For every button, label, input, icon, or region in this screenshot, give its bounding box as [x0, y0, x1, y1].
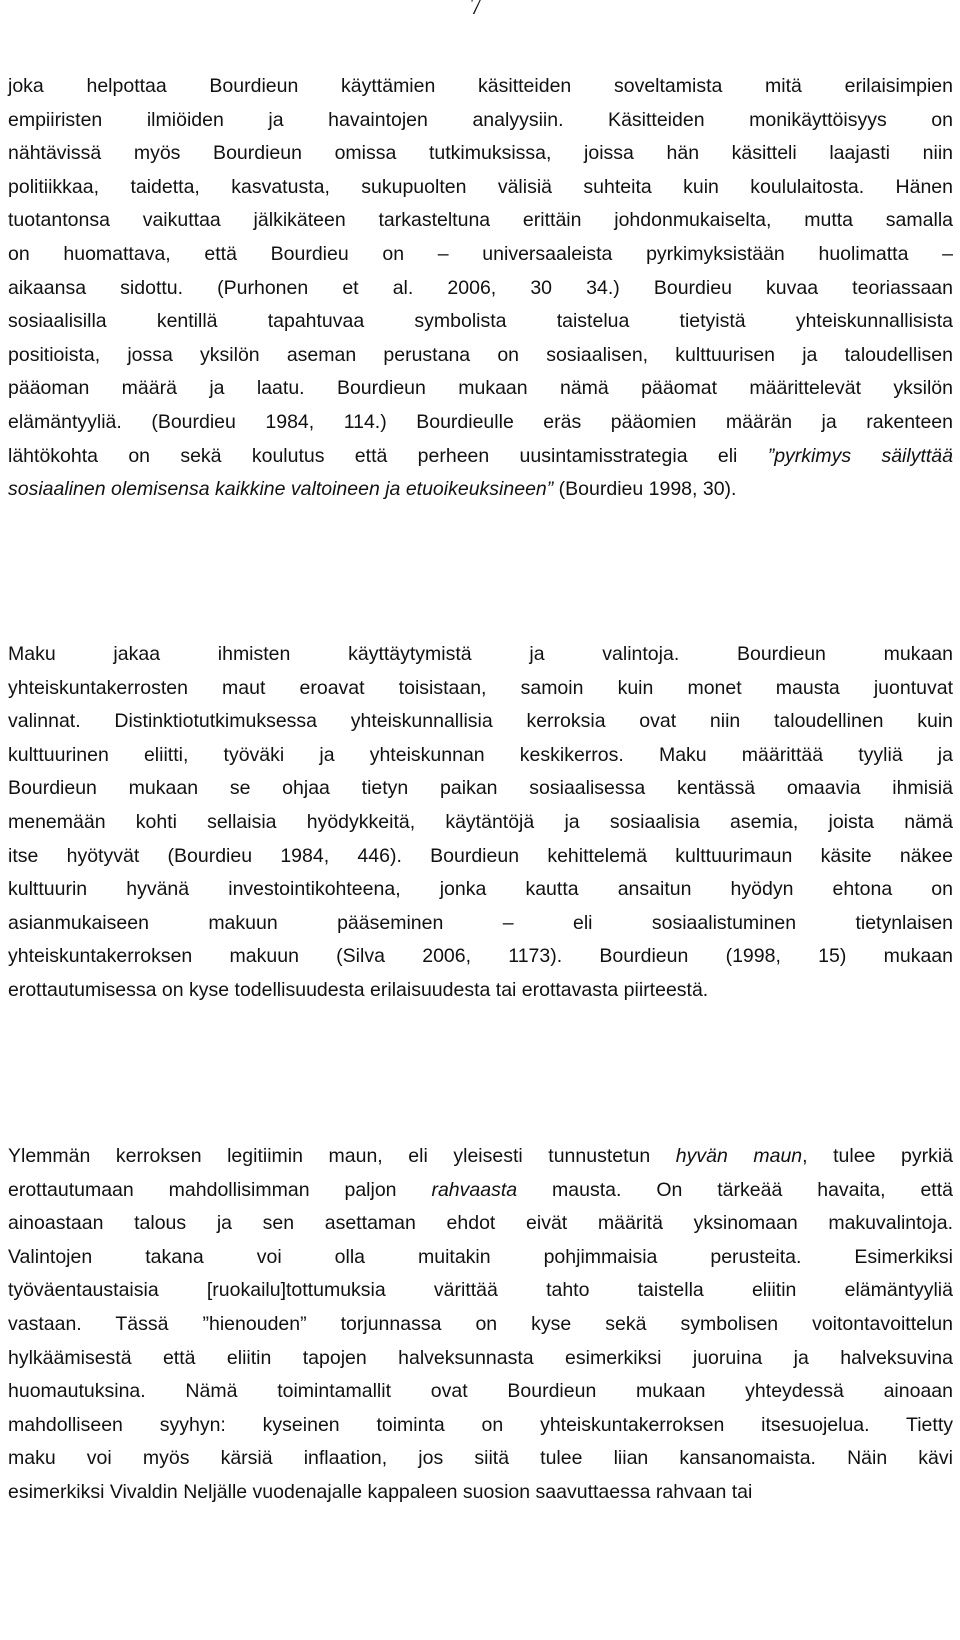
text-run: (Bourdieu 1998, 30). [553, 478, 737, 501]
text-run: mahdolliseen syyhyn: kyseinen toiminta on yhteiskuntakerroksen itsesuojelua. Tietty [8, 1413, 953, 1436]
italic-text-run: sosiaalinen olemisensa kaikkine valtoineen ja etuoikeuksineen” [8, 478, 554, 501]
text-run: työväentaustaisia [ruokailu]tottumuksia värittää tahto taistella eliitin elämäntyyliä [8, 1279, 953, 1302]
text-run: positioista, jossa yksilön aseman perustana on sosiaalisen, kulttuurisen ja taloudellisen [8, 343, 953, 366]
page-number: 7 [470, 0, 482, 20]
paragraph-legitimate-taste [8, 1140, 953, 1510]
text-line [8, 272, 953, 306]
text-line [8, 840, 953, 874]
text-run: aikaansa sidottu. (Purhonen et al. 2006, 30 34.) Bourdieu kuvaa teoriassaan [8, 276, 953, 299]
text-line [8, 907, 953, 941]
text-run: kulttuurinen eliitti, työväki ja yhteiskunnan keskikerros. Maku määrittää tyyliä ja [8, 743, 953, 766]
text-run: , tulee pyrkiä [802, 1145, 954, 1167]
text-line [8, 1174, 953, 1208]
text-run: elämäntyyliä. (Bourdieu 1984, 114.) Bourdieulle eräs pääomien määrän ja rakenteen [8, 410, 953, 433]
text-line [8, 1409, 953, 1443]
text-line [8, 705, 953, 739]
text-run: Maku jakaa ihmisten käyttäytymistä ja valintoja. Bourdieun mukaan [8, 643, 953, 665]
text-line [8, 70, 953, 104]
text-run: Valintojen takana voi olla muitakin pohjimmaisia perusteita. Esimerkiksi [8, 1245, 953, 1268]
italic-text-run: hyvän maun [675, 1145, 803, 1167]
text-line [8, 1308, 953, 1342]
text-line [8, 372, 953, 406]
text-line [8, 1342, 953, 1376]
text-line [8, 238, 953, 272]
text-run: maku voi myös kärsiä inflaation, jos siitä tulee liian kansanomaista. Näin kävi [8, 1447, 953, 1470]
text-line [8, 739, 953, 773]
text-line [8, 772, 953, 806]
text-line [8, 1140, 953, 1174]
text-line [8, 1274, 953, 1308]
text-line [8, 204, 953, 238]
text-line [8, 672, 953, 706]
text-line [8, 940, 953, 974]
text-run: Ylemmän kerroksen legitiimin maun, eli yleisesti tunnustetun [8, 1145, 676, 1167]
text-run: mausta. On tärkeää havaita, että [517, 1178, 953, 1201]
paragraph-bourdieu-concepts [8, 70, 953, 507]
text-run: yhteiskuntakerrosten maut eroavat toisistaan, samoin kuin monet mausta juontuvat [8, 676, 953, 699]
text-run: ainoastaan talous ja sen asettaman ehdot eivät määritä yksinomaan makuvalintoja. [8, 1212, 953, 1235]
italic-text-run: rahvaasta [431, 1178, 518, 1201]
text-line [8, 339, 953, 373]
text-run: pääoman määrä ja laatu. Bourdieun mukaan nämä pääomat määrittelevät yksilön [8, 377, 953, 400]
text-run: kulttuurin hyvänä investointikohteena, jonka kautta ansaitun hyödyn ehtona on [8, 878, 953, 901]
text-run: huomautuksina. Nämä toimintamallit ovat Bourdieun mukaan yhteydessä ainoaan [8, 1380, 953, 1403]
text-run: itse hyötyvät (Bourdieu 1984, 446). Bourdieun kehittelemä kulttuurimaun käsite näkee [8, 844, 953, 867]
text-run: lähtökohta on sekä koulutus että perheen uusintamisstrategia eli [8, 444, 768, 467]
text-run: joka helpottaa Bourdieun käyttämien käsitteiden soveltamista mitä erilaisimpien [8, 75, 953, 97]
text-line [8, 440, 953, 474]
text-run: asianmukaiseen makuun pääseminen – eli sosiaalistuminen tietynlaisen [8, 911, 953, 934]
text-run: politiikkaa, taidetta, kasvatusta, sukupuolten välisiä suhteita kuin koululaitosta. Hänen [8, 175, 953, 198]
text-run: empiiristen ilmiöiden ja havaintojen analyysiin. Käsitteiden monikäyttöisyys on [8, 108, 953, 131]
text-line [8, 406, 953, 440]
text-run: nähtävissä myös Bourdieun omissa tutkimuksissa, joissa hän käsitteli laajasti niin [8, 142, 953, 165]
text-run: esimerkiksi Vivaldin Neljälle vuodenajalle kappaleen suosion saavuttaessa rahvaan tai [8, 1480, 753, 1503]
text-run: erottautumisessa on kyse todellisuudesta erilaisuudesta tai erottavasta piirteestä. [8, 978, 709, 1001]
text-run: hylkäämisestä että eliitin tapojen halveksunnasta esimerkiksi juoruina ja halveksuvina [8, 1346, 953, 1369]
text-line [8, 806, 953, 840]
text-run: menemään kohti sellaisia hyödykkeitä, käytäntöjä ja sosiaalisia asemia, joista nämä [8, 810, 953, 833]
text-line [8, 974, 953, 1008]
italic-text-run: ”pyrkimys säilyttää [767, 444, 953, 467]
text-line [8, 473, 953, 507]
text-line [8, 305, 953, 339]
text-run: sosiaalisilla kentillä tapahtuvaa symbolista taistelua tietyistä yhteiskunnallisista [8, 310, 953, 333]
text-line [8, 1241, 953, 1275]
text-run: vastaan. Tässä ”hienouden” torjunnassa on kyse sekä symbolisen voitontavoittelun [8, 1312, 953, 1335]
text-run: tuotantonsa vaikuttaa jälkikäteen tarkasteltuna erittäin johdonmukaiselta, mutta samalla [8, 209, 953, 232]
text-line [8, 1375, 953, 1409]
text-run: Bourdieun mukaan se ohjaa tietyn paikan sosiaalisessa kentässä omaavia ihmisiä [8, 777, 953, 800]
text-line [8, 1476, 953, 1510]
text-run: erottautumaan mahdollisimman paljon [8, 1178, 432, 1201]
paragraph-taste-distinction [8, 638, 953, 1008]
text-run: on huomattava, että Bourdieu on – universaaleista pyrkimyksistään huolimatta – [8, 242, 953, 265]
text-line [8, 137, 953, 171]
text-line [8, 1442, 953, 1476]
text-run: valinnat. Distinktiotutkimuksessa yhteiskunnallisia kerroksia ovat niin taloudellinen kuin [8, 710, 953, 733]
text-line [8, 873, 953, 907]
text-line [8, 1207, 953, 1241]
text-line [8, 638, 953, 672]
text-line [8, 104, 953, 138]
text-line [8, 171, 953, 205]
text-run: yhteiskuntakerroksen makuun (Silva 2006, 1173). Bourdieun (1998, 15) mukaan [8, 945, 953, 968]
